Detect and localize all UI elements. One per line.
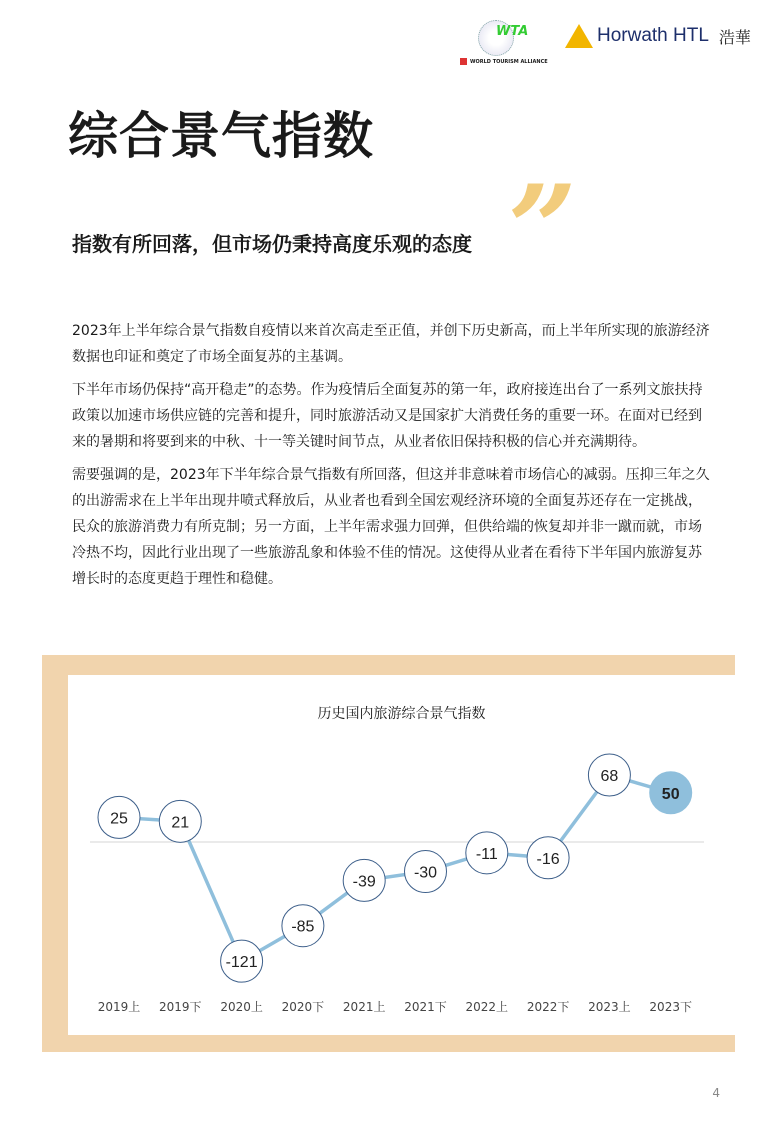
wta-subtitle: WORLD TOURISM ALLIANCE <box>470 59 548 65</box>
data-label: -11 <box>475 845 498 863</box>
line-chart <box>68 675 735 1035</box>
x-tick-label: 2020上 <box>220 1000 263 1014</box>
data-label: 50 <box>661 785 680 803</box>
quote-mark-icon: ” <box>508 159 578 300</box>
data-label: -121 <box>225 954 258 972</box>
x-tick-label: 2019下 <box>159 1000 202 1014</box>
chart-title: 历史国内旅游综合景气指数 <box>317 706 486 722</box>
body-text <box>72 318 712 599</box>
chart-panel <box>68 675 735 1035</box>
paragraph: 2023年上半年综合景气指数自疫情以来首次高走至正值，并创下历史新高，而上半年所实现的旅游经济数据也印证和奠定了市场全面复苏的主基调。 <box>72 323 710 365</box>
data-label: -16 <box>536 850 560 868</box>
header-logos <box>460 18 760 70</box>
x-tick-label: 2021上 <box>342 1000 386 1014</box>
x-tick-label: 2022上 <box>465 1000 509 1014</box>
data-label: 68 <box>600 768 619 786</box>
page-number: 4 <box>712 1086 720 1100</box>
data-label: 25 <box>110 810 128 828</box>
wta-flag-icon <box>460 58 467 65</box>
x-tick-label: 2020下 <box>281 1000 325 1014</box>
paragraph: 需要强调的是，2023年下半年综合景气指数有所回落，但这并非意味着市场信心的减弱。压抑三年之久的出游需求在上半年出现井喷式释放后，从业者也看到全国宏观经济环境的全面复苏还存在一定挑战，民众的旅游消费力有所克制；另一方面，上半年需求强力回弹，但供给端的恢复却并非一蹴而就，市场冷热不均，因此行业出现了一些旅游乱象和体验不佳的情况。这使得从业者在看待下半年国内旅游复苏增长时的态度更趋于理性和稳健。 <box>72 467 710 587</box>
paragraph: 下半年市场仍保持“高开稳走”的态势。作为疫情后全面复苏的第一年，政府接连出台了一系列文旅扶持政策以加速市场供应链的完善和提升，同时旅游活动又是国家扩大消费任务的重要一环。在面对已经到来的暑期和将要到来的中秋、十一等关键时间节点，从业者依旧保持积极的信心并充满期待。 <box>72 382 703 450</box>
x-tick-label: 2019上 <box>97 1000 141 1014</box>
series-line <box>119 775 671 961</box>
x-tick-label: 2022下 <box>526 1000 570 1014</box>
x-tick-label: 2023下 <box>649 1000 692 1014</box>
horwath-triangle-icon <box>565 24 593 48</box>
data-label: 21 <box>171 814 190 832</box>
chart-frame <box>42 655 735 1052</box>
data-label: -39 <box>352 873 376 891</box>
x-tick-label: 2023上 <box>588 1000 631 1014</box>
page-title: 综合景气指数 <box>68 107 374 165</box>
x-tick-label: 2021下 <box>404 1000 447 1014</box>
data-label: -85 <box>291 918 315 936</box>
horwath-logo: Horwath HTL 浩華 <box>565 24 751 48</box>
section-subtitle: 指数有所回落，但市场仍秉持高度乐观的态度 <box>72 232 472 256</box>
wta-logo: WTA WORLD TOURISM ALLIANCE <box>460 18 540 68</box>
data-label: -30 <box>413 864 438 882</box>
